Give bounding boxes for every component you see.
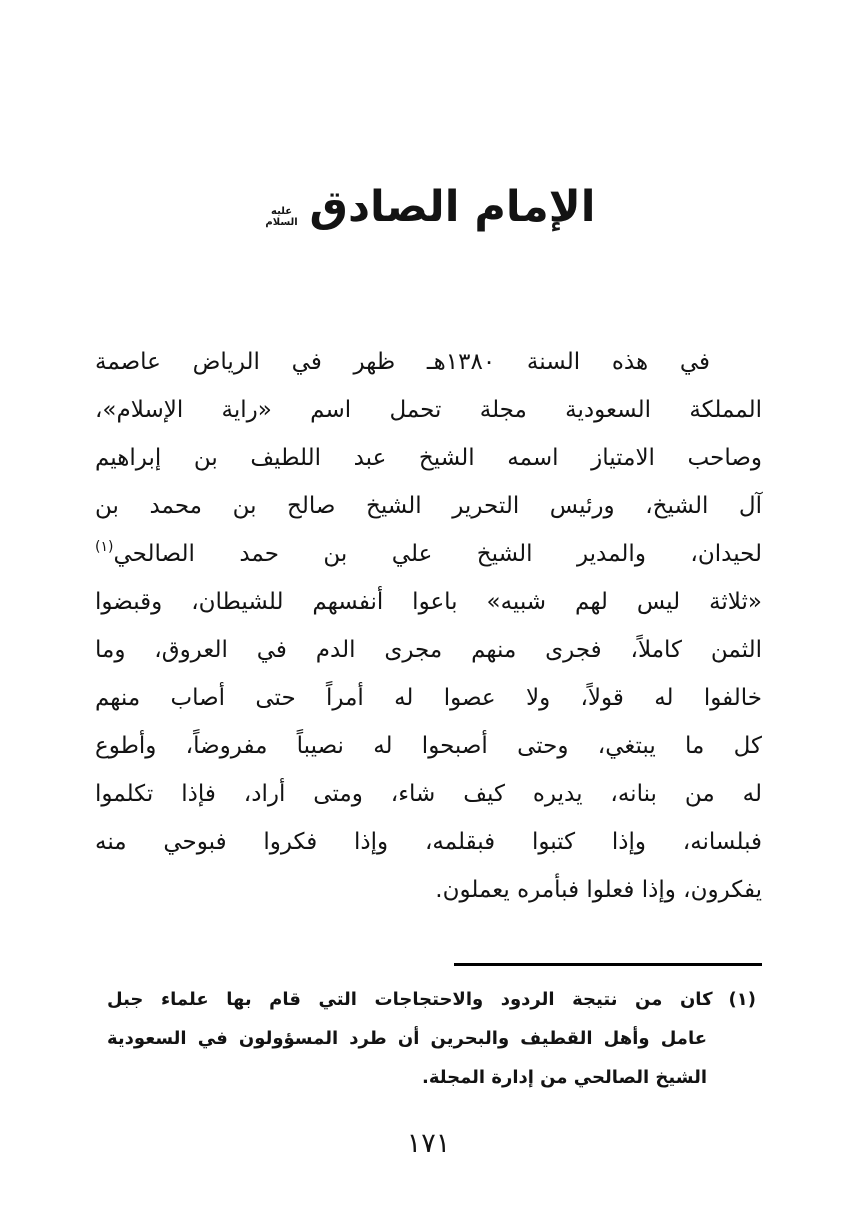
footnote-line: عامل وأهل القطيف والبحرين أن طرد المسؤولون في السعودية <box>107 1028 707 1049</box>
chapter-title-row <box>0 182 857 232</box>
page-number: ١٧١ <box>406 1128 451 1159</box>
body-line-text: لحيدان، والمدير الشيخ علي بن حمد الصالحي <box>113 541 762 567</box>
body-line: خالفوا له قولاً، ولا عصوا له أمراً حتى أصاب منهم <box>95 685 762 711</box>
body-line: المملكة السعودية مجلة تحمل اسم «راية الإسلام»، <box>95 397 762 423</box>
body-line: يفكرون، وإذا فعلوا فبأمره يعملون. <box>435 877 762 903</box>
body-line: «ثلاثة ليس لهم شبيه» باعوا أنفسهم للشيطان، وقبضوا <box>95 589 762 615</box>
body-line: كل ما يبتغي، وحتى أصبحوا له نصيباً مفروضاً، وأطوع <box>95 733 762 759</box>
footnote-line: الشيخ الصالحي من إدارة المجلة. <box>422 1067 707 1088</box>
footnote-separator-rule <box>454 963 762 966</box>
body-line: له من بنانه، يديره كيف شاء، ومتى أراد، فإذا تكلموا <box>95 781 762 807</box>
footnote-marker: (١) <box>728 989 756 1010</box>
footnote <box>95 980 762 1097</box>
footnote-line-text: كان من نتيجة الردود والاحتجاجات التي قام بها علماء جبل <box>107 989 713 1010</box>
body-line: آل الشيخ، ورئيس التحرير الشيخ صالح بن محمد بن <box>95 493 762 519</box>
alayhis-salam-symbol: عليه السلام <box>265 205 298 228</box>
body-line: في هذه السنة ١٣٨٠هـ ظهر في الرياض عاصمة <box>95 349 710 375</box>
footnote-ref: (١) <box>95 539 114 555</box>
body-line: فبلسانه، وإذا كتبوا فبقلمه، وإذا فكروا فبوحي منه <box>95 829 762 855</box>
body-text <box>95 338 762 914</box>
footnote-line <box>107 980 762 1019</box>
body-line: وصاحب الامتياز اسمه الشيخ عبد اللطيف بن إبراهيم <box>95 445 762 471</box>
body-line: الثمن كاملاً، فجرى منهم مجرى الدم في العروق، وما <box>95 637 762 663</box>
chapter-title: الإمام الصادق <box>309 182 596 232</box>
body-line <box>95 530 762 578</box>
